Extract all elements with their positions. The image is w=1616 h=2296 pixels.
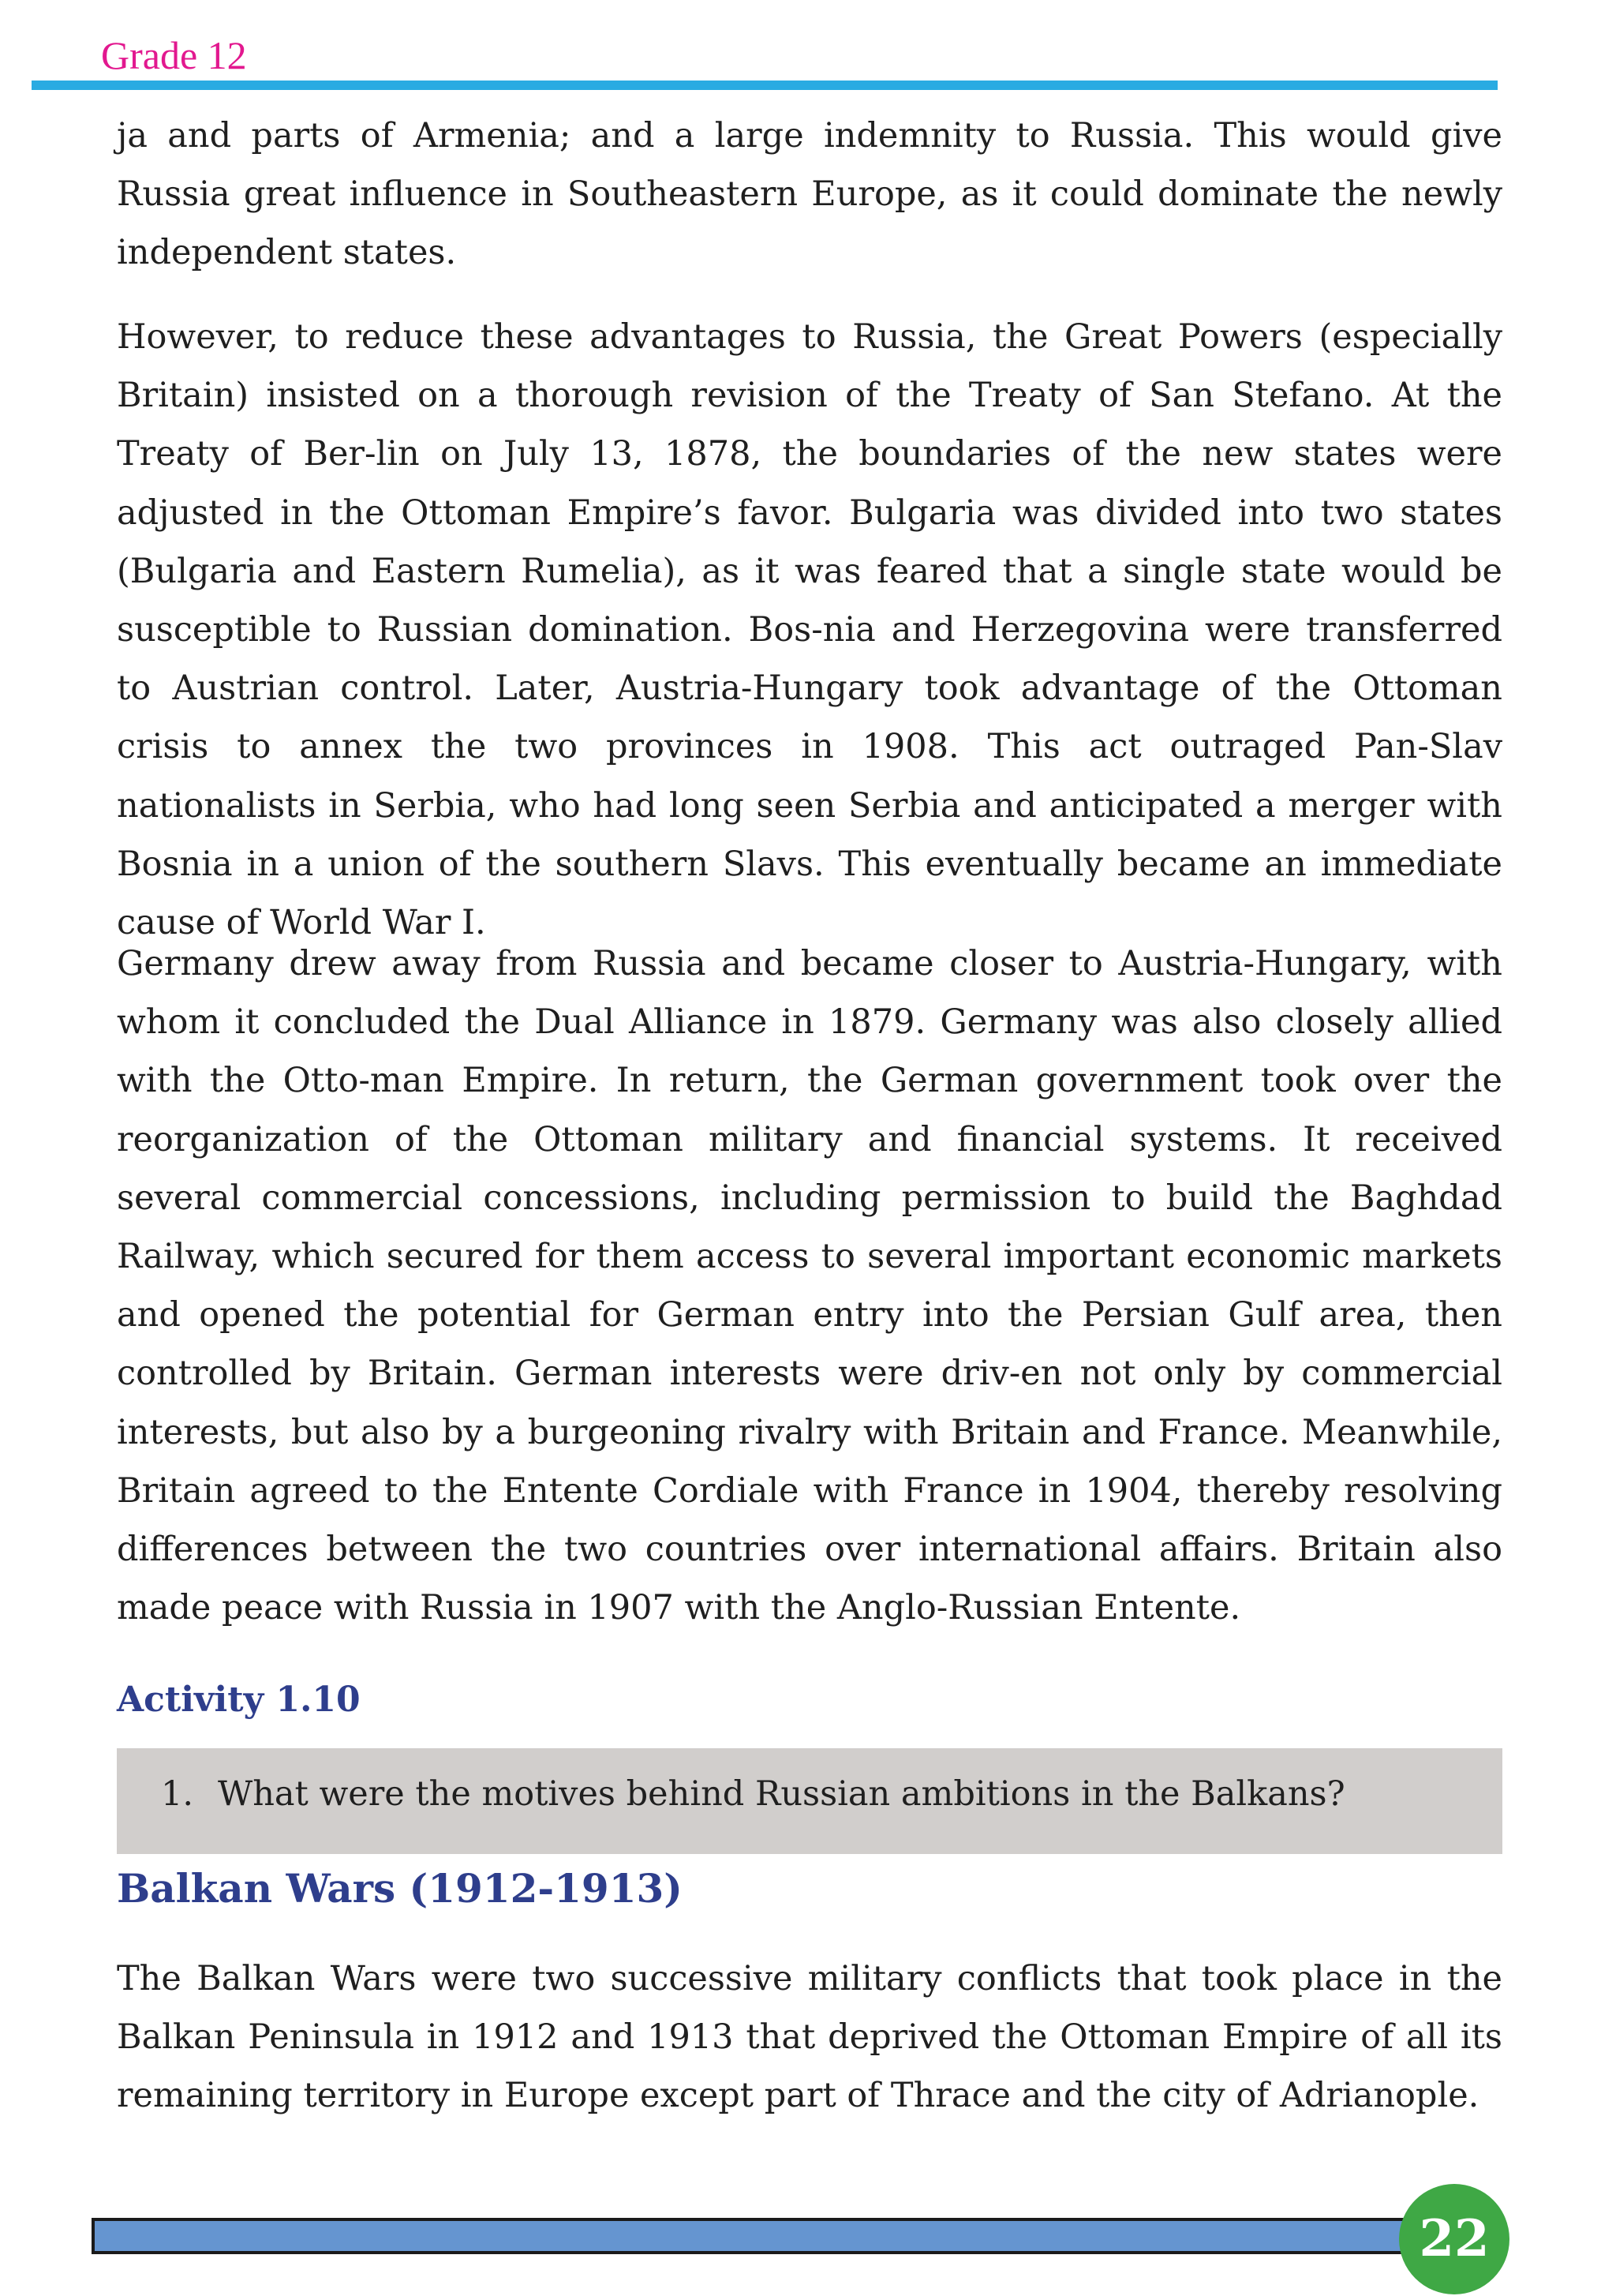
paragraph-text: Germany drew away from Russia and became closer to Austria-Hungary, with whom it concluded the Dual Alliance in 1879. Germany was also closely allied with the Otto-man Empire. In return, the German government took over the reorganization of the Ottoman military and financial systems. It received several commercial concessions, including permission to build the Baghdad Railway, which secured for them access to several important economic markets and opened the potential for German entry into the Persian Gulf area, then controlled by Britain. German interests were driv-en not only by commercial interests, but also by a burgeoning rivalry with Britain and France. Meanwhile, Britain agreed to the Entente Cordiale with France in 1904, thereby resolving differences between the two countries over international affairs. Britain also made peace with Russia in 1907 with the Anglo-Russian Entente.: [117, 944, 1502, 1628]
page-number-badge: 22: [1399, 2184, 1509, 2294]
paragraph-text: ja and parts of Armenia; and a large indemnity to Russia. This would give Russia great influence in Southeastern Europe, as it could dominate the newly independent states.: [117, 116, 1502, 273]
body-paragraph-2: [117, 308, 1502, 952]
paragraph-text: The Balkan Wars were two successive military conflicts that took place in the Balkan Peninsula in 1912 and 1913 that deprived the Ottoman Empire of all its remaining territory in Europe except part of Thrace and the city of Adrianople.: [117, 1959, 1502, 2116]
activity-title: Activity 1.10: [117, 1680, 361, 1720]
question-text: What were the motives behind Russian ambitions in the Balkans?: [218, 1774, 1345, 1814]
question-number: 1.: [161, 1774, 194, 1814]
activity-question: [161, 1770, 1345, 1818]
activity-box: [117, 1748, 1502, 1854]
header-rule: [32, 81, 1498, 90]
footer-bar: [92, 2218, 1494, 2254]
section-paragraph: [117, 1950, 1502, 2126]
section-heading: Balkan Wars (1912-1913): [117, 1865, 683, 1912]
paragraph-text: However, to reduce these advantages to Russia, the Great Powers (especially Britain) insisted on a thorough revision of the Treaty of San Stefano. At the Treaty of Ber-lin on July 13, 1878, the boundaries of the new states were adjusted in the Ottoman Empire’s favor. Bulgaria was divided into two states (Bulgaria and Eastern Rumelia), as it was feared that a single state would be susceptible to Russian domination. Bos-nia and Herzegovina were transferred to Austrian control. Later, Austria-Hungary took advantage of the Ottoman crisis to annex the two provinces in 1908. This act outraged Pan-Slav nationalists in Serbia, who had long seen Serbia and anticipated a merger with Bosnia in a union of the southern Slavs. This eventually became an immediate cause of World War I.: [117, 317, 1502, 943]
body-paragraph-3: [117, 935, 1502, 1637]
grade-label: Grade 12: [101, 33, 247, 77]
body-paragraph-1: [117, 107, 1502, 283]
